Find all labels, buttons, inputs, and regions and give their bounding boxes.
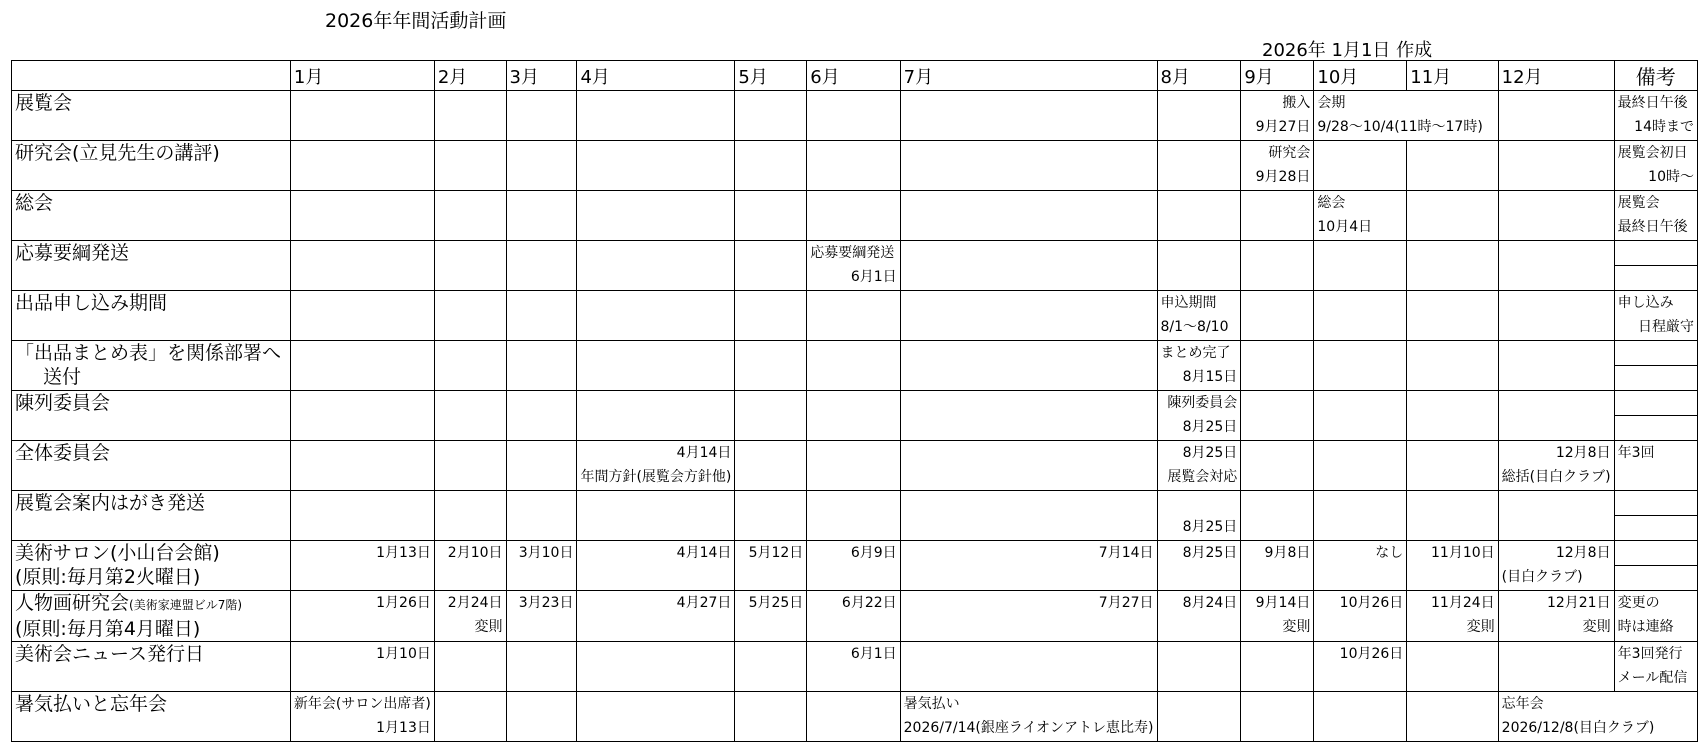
cell bbox=[735, 642, 807, 692]
cell bbox=[506, 191, 577, 241]
cell-date: 4月14日 bbox=[676, 545, 732, 561]
cell bbox=[1407, 241, 1498, 291]
cell bbox=[290, 91, 434, 141]
cell bbox=[434, 692, 506, 742]
remarks-text: 年3回 bbox=[1617, 445, 1655, 461]
cell bbox=[1241, 291, 1314, 341]
header-row bbox=[12, 61, 1698, 91]
date-cell bbox=[1498, 591, 1614, 642]
cell bbox=[1241, 241, 1314, 291]
cell bbox=[1407, 141, 1498, 191]
cell bbox=[434, 642, 506, 692]
cell bbox=[900, 491, 1157, 541]
cell-date: 8月25日 bbox=[1182, 519, 1238, 535]
cell-date: 12月21日 bbox=[1546, 595, 1611, 611]
cell bbox=[735, 241, 807, 291]
cell-date: 1月26日 bbox=[376, 595, 431, 611]
cell-date: 10月26日 bbox=[1339, 595, 1404, 611]
date-cell bbox=[1241, 591, 1314, 642]
cell-text: 暑気払い bbox=[903, 696, 960, 712]
cell-date: 2026/12/8(目白クラブ) bbox=[1501, 720, 1655, 736]
cell-note: (目白クラブ) bbox=[1501, 569, 1583, 585]
cell-date: 8月15日 bbox=[1182, 369, 1238, 385]
remarks-text: 最終日午後 bbox=[1617, 95, 1688, 111]
cell-text: 展覧会対応 bbox=[1167, 469, 1238, 485]
cell-note: 変則 bbox=[1582, 619, 1611, 635]
header-jul: 7月 bbox=[900, 61, 1157, 91]
row-label: 展覧会 bbox=[12, 91, 291, 141]
cell bbox=[506, 141, 577, 191]
table-row bbox=[12, 191, 1698, 241]
remarks-text: 展覧会 bbox=[1617, 195, 1660, 211]
header-jan: 1月 bbox=[290, 61, 434, 91]
header-nov: 11月 bbox=[1407, 61, 1498, 91]
cell bbox=[290, 291, 434, 341]
cell-date: 8/1～8/10 bbox=[1160, 319, 1229, 335]
cell bbox=[577, 441, 735, 491]
cell-date: 1月13日 bbox=[376, 545, 431, 561]
cell-note: 変則 bbox=[474, 619, 503, 635]
cell bbox=[807, 692, 900, 742]
remarks-cell bbox=[1614, 341, 1697, 391]
cell bbox=[1314, 491, 1407, 541]
cell bbox=[1241, 491, 1314, 541]
cell bbox=[1314, 91, 1498, 141]
cell bbox=[434, 491, 506, 541]
header-apr: 4月 bbox=[577, 61, 735, 91]
cell bbox=[735, 341, 807, 391]
row-label: 研究会(立見先生の講評) bbox=[12, 141, 291, 191]
remarks-text bbox=[1615, 465, 1697, 489]
cell bbox=[807, 341, 900, 391]
cell bbox=[1241, 141, 1314, 191]
cell-date: なし bbox=[1375, 545, 1404, 561]
table-row bbox=[12, 441, 1698, 491]
cell bbox=[1314, 291, 1407, 341]
cell bbox=[290, 191, 434, 241]
cell-text: 申込期間 bbox=[1160, 295, 1217, 311]
cell-date: 9月8日 bbox=[1264, 545, 1311, 561]
cell bbox=[577, 391, 735, 441]
cell bbox=[1498, 191, 1614, 241]
remarks-text: 年3回発行 bbox=[1617, 646, 1683, 662]
cell bbox=[1498, 241, 1614, 291]
cell bbox=[1407, 341, 1498, 391]
cell bbox=[807, 391, 900, 441]
cell-date: 6月1日 bbox=[850, 269, 897, 285]
cell-date: 8月24日 bbox=[1182, 595, 1238, 611]
remarks-cell bbox=[1614, 191, 1697, 241]
cell bbox=[1407, 491, 1498, 541]
cell-date: 9月28日 bbox=[1255, 169, 1311, 185]
cell bbox=[290, 692, 434, 742]
date-cell bbox=[290, 642, 434, 692]
cell bbox=[1157, 141, 1241, 191]
cell-text: 陳列委員会 bbox=[1167, 395, 1238, 411]
table-row bbox=[12, 591, 1698, 642]
cell bbox=[900, 391, 1157, 441]
cell-date: 3月23日 bbox=[518, 595, 574, 611]
cell bbox=[506, 491, 577, 541]
cell-text: 忘年会 bbox=[1501, 696, 1544, 712]
cell-date: 8月25日 bbox=[1182, 419, 1238, 435]
cell bbox=[290, 141, 434, 191]
cell bbox=[735, 441, 807, 491]
date-cell bbox=[807, 642, 900, 692]
row-label bbox=[12, 541, 291, 591]
cell-date: 6月1日 bbox=[850, 646, 897, 662]
cell bbox=[735, 141, 807, 191]
cell bbox=[577, 341, 735, 391]
cell bbox=[577, 91, 735, 141]
cell-note: 変則 bbox=[1282, 619, 1311, 635]
cell bbox=[1157, 391, 1241, 441]
date-cell bbox=[434, 541, 506, 591]
cell bbox=[735, 692, 807, 742]
cell-date: 3月10日 bbox=[518, 545, 574, 561]
table-row bbox=[12, 341, 1698, 391]
header-mar: 3月 bbox=[506, 61, 577, 91]
cell bbox=[1498, 341, 1614, 391]
cell bbox=[1157, 642, 1241, 692]
date-cell bbox=[506, 541, 577, 591]
row-label: 暑気払いと忘年会 bbox=[12, 692, 291, 742]
cell bbox=[506, 642, 577, 692]
cell bbox=[506, 341, 577, 391]
row-label: 美術会ニュース発行日 bbox=[12, 642, 291, 692]
cell bbox=[735, 91, 807, 141]
date-cell bbox=[900, 591, 1157, 642]
cell bbox=[807, 491, 900, 541]
table-row bbox=[12, 141, 1698, 191]
cell bbox=[900, 141, 1157, 191]
table-row bbox=[12, 91, 1698, 141]
cell bbox=[577, 141, 735, 191]
cell bbox=[1498, 692, 1697, 742]
cell-text: 応募要綱発送 bbox=[810, 245, 895, 261]
row-label: 出品申し込み期間 bbox=[12, 291, 291, 341]
cell bbox=[1157, 491, 1241, 541]
cell bbox=[434, 291, 506, 341]
date-cell bbox=[1157, 591, 1241, 642]
cell bbox=[900, 441, 1157, 491]
date-cell bbox=[1407, 541, 1498, 591]
cell bbox=[1407, 391, 1498, 441]
cell bbox=[1241, 341, 1314, 391]
cell bbox=[1314, 341, 1407, 391]
cell bbox=[1157, 291, 1241, 341]
remarks-cell bbox=[1614, 541, 1697, 591]
date-cell bbox=[1314, 591, 1407, 642]
date-cell bbox=[807, 591, 900, 642]
cell-date: 6月22日 bbox=[841, 595, 897, 611]
cell bbox=[1498, 491, 1614, 541]
cell-date: 5月12日 bbox=[748, 545, 804, 561]
row-label: 応募要綱発送 bbox=[12, 241, 291, 291]
cell bbox=[1241, 191, 1314, 241]
cell bbox=[1498, 91, 1614, 141]
cell-date: 2月24日 bbox=[447, 595, 503, 611]
date-cell bbox=[900, 541, 1157, 591]
remarks-cell bbox=[1614, 291, 1697, 341]
cell bbox=[900, 692, 1157, 742]
cell-date: 2月10日 bbox=[447, 545, 503, 561]
table-row bbox=[12, 291, 1698, 341]
cell bbox=[807, 241, 900, 291]
page-title: 2026年年間活動計画 bbox=[325, 10, 507, 32]
remarks-text: メール配信 bbox=[1617, 670, 1688, 686]
cell-date: 10月26日 bbox=[1339, 646, 1404, 662]
remarks-cell bbox=[1614, 441, 1697, 491]
cell bbox=[1407, 692, 1498, 742]
header-jun: 6月 bbox=[807, 61, 900, 91]
remarks-text: 申し込み bbox=[1617, 295, 1674, 311]
cell-date: 6月9日 bbox=[850, 545, 897, 561]
cell bbox=[1157, 341, 1241, 391]
row-label-small: (美術家連盟ビル7階) bbox=[129, 598, 243, 612]
date-cell bbox=[577, 541, 735, 591]
date-cell bbox=[1314, 642, 1407, 692]
header-sep: 9月 bbox=[1241, 61, 1314, 91]
cell bbox=[735, 391, 807, 441]
cell bbox=[1407, 291, 1498, 341]
cell-date: 10月4日 bbox=[1317, 219, 1373, 235]
cell-date: 7月27日 bbox=[1098, 595, 1154, 611]
cell-date: 11月24日 bbox=[1431, 595, 1495, 611]
remarks-text: 時は連絡 bbox=[1617, 619, 1674, 635]
header-feb: 2月 bbox=[434, 61, 506, 91]
row-label: 陳列委員会 bbox=[12, 391, 291, 441]
cell-date: 8月25日 bbox=[1182, 545, 1238, 561]
cell bbox=[1314, 692, 1407, 742]
cell bbox=[735, 191, 807, 241]
cell bbox=[506, 441, 577, 491]
cell-date: 1月10日 bbox=[376, 646, 431, 662]
remarks-cell bbox=[1614, 591, 1697, 642]
cell bbox=[900, 191, 1157, 241]
cell-date: 9/28～10/4(11時～17時) bbox=[1317, 119, 1483, 135]
cell bbox=[434, 91, 506, 141]
cell bbox=[290, 241, 434, 291]
cell bbox=[900, 291, 1157, 341]
date-cell bbox=[1498, 541, 1614, 591]
cell bbox=[1157, 241, 1241, 291]
row-label bbox=[12, 341, 291, 391]
row-label-line1: 「出品まとめ表」を関係部署へ bbox=[15, 342, 282, 364]
header-aug: 8月 bbox=[1157, 61, 1241, 91]
table-row bbox=[12, 391, 1698, 441]
remarks-text: 10時～ bbox=[1648, 169, 1694, 185]
cell-date: 9月14日 bbox=[1255, 595, 1311, 611]
cell bbox=[1241, 441, 1314, 491]
remarks-text: 最終日午後 bbox=[1617, 219, 1688, 235]
remarks-text: 展覧会初日 bbox=[1617, 145, 1688, 161]
header-dec: 12月 bbox=[1498, 61, 1614, 91]
cell bbox=[577, 642, 735, 692]
date-cell bbox=[1241, 541, 1314, 591]
row-label-line2: (原則:毎月第2火曜日) bbox=[15, 566, 201, 588]
cell bbox=[577, 241, 735, 291]
cell bbox=[506, 91, 577, 141]
created-date: 2026年 1月1日 作成 bbox=[1262, 40, 1433, 61]
cell bbox=[577, 191, 735, 241]
cell bbox=[577, 692, 735, 742]
cell bbox=[1314, 241, 1407, 291]
table-row bbox=[12, 491, 1698, 541]
cell bbox=[1157, 441, 1241, 491]
cell bbox=[1498, 141, 1614, 191]
cell bbox=[1498, 441, 1614, 491]
cell bbox=[1498, 291, 1614, 341]
cell bbox=[577, 491, 735, 541]
cell bbox=[1241, 391, 1314, 441]
cell bbox=[290, 441, 434, 491]
cell-text: 研究会 bbox=[1268, 145, 1311, 161]
cell bbox=[807, 441, 900, 491]
table-row bbox=[12, 241, 1698, 291]
cell-text: 総会 bbox=[1317, 195, 1346, 211]
cell bbox=[506, 391, 577, 441]
cell-date: 7月14日 bbox=[1098, 545, 1154, 561]
row-label-line2: 送付 bbox=[43, 366, 82, 388]
remarks-cell bbox=[1614, 642, 1697, 692]
cell-note: 変則 bbox=[1466, 619, 1495, 635]
cell bbox=[1157, 692, 1241, 742]
cell bbox=[1314, 141, 1407, 191]
activity-plan-table bbox=[11, 60, 1698, 742]
date-cell bbox=[290, 591, 434, 642]
cell-text: 新年会(サロン出席者) bbox=[293, 696, 431, 712]
remarks-cell bbox=[1614, 391, 1697, 441]
cell bbox=[807, 191, 900, 241]
remarks-text: 変更の bbox=[1617, 595, 1660, 611]
cell bbox=[577, 291, 735, 341]
cell bbox=[434, 191, 506, 241]
cell bbox=[1314, 441, 1407, 491]
cell bbox=[434, 341, 506, 391]
header-oct: 10月 bbox=[1314, 61, 1407, 91]
cell bbox=[1241, 91, 1314, 141]
cell bbox=[434, 441, 506, 491]
header-remarks: 備考 bbox=[1614, 61, 1697, 91]
cell bbox=[1157, 191, 1241, 241]
header-may: 5月 bbox=[735, 61, 807, 91]
cell bbox=[434, 141, 506, 191]
cell bbox=[1157, 91, 1241, 141]
header-blank bbox=[12, 61, 291, 91]
cell-date: 5月25日 bbox=[748, 595, 804, 611]
cell-text: まとめ完了 bbox=[1160, 345, 1231, 361]
table-row bbox=[12, 692, 1698, 742]
cell-text: 総括(目白クラブ) bbox=[1501, 469, 1611, 485]
cell bbox=[1498, 642, 1614, 692]
cell bbox=[506, 241, 577, 291]
cell bbox=[1314, 391, 1407, 441]
date-cell bbox=[735, 591, 807, 642]
cell bbox=[807, 291, 900, 341]
cell-date: 4月27日 bbox=[676, 595, 732, 611]
cell bbox=[1314, 191, 1407, 241]
cell bbox=[900, 642, 1157, 692]
cell-text bbox=[1158, 491, 1241, 515]
cell-date: 1月13日 bbox=[376, 720, 431, 736]
cell-text: 搬入 bbox=[1282, 95, 1311, 111]
cell-date: 8月25日 bbox=[1182, 445, 1238, 461]
date-cell bbox=[1157, 541, 1241, 591]
cell bbox=[290, 491, 434, 541]
cell-text: 年間方針(展覧会方針他) bbox=[580, 469, 732, 485]
cell bbox=[735, 491, 807, 541]
cell bbox=[900, 241, 1157, 291]
row-label bbox=[12, 591, 291, 642]
date-cell bbox=[1314, 541, 1407, 591]
cell bbox=[1407, 191, 1498, 241]
date-cell bbox=[735, 541, 807, 591]
cell bbox=[506, 692, 577, 742]
cell bbox=[807, 141, 900, 191]
cell bbox=[290, 341, 434, 391]
cell-text: 会期 bbox=[1317, 95, 1346, 111]
row-label-main: 人物画研究会 bbox=[15, 592, 130, 614]
table-row bbox=[12, 541, 1698, 591]
date-cell bbox=[577, 591, 735, 642]
cell bbox=[807, 91, 900, 141]
row-label-line1: 美術サロン(小山台会館) bbox=[15, 542, 220, 564]
remarks-text: 14時まで bbox=[1634, 119, 1694, 135]
cell bbox=[1407, 642, 1498, 692]
remarks-cell bbox=[1614, 91, 1697, 141]
date-cell bbox=[434, 591, 506, 642]
table-row bbox=[12, 642, 1698, 692]
cell bbox=[434, 391, 506, 441]
cell bbox=[900, 341, 1157, 391]
cell-date: 2026/7/14(銀座ライオンアトレ恵比寿) bbox=[903, 720, 1154, 736]
cell bbox=[1241, 642, 1314, 692]
row-label-line2: (原則:毎月第4月曜日) bbox=[15, 618, 201, 640]
date-cell bbox=[506, 591, 577, 642]
cell bbox=[1241, 692, 1314, 742]
cell-date: 4月14日 bbox=[676, 445, 732, 461]
cell bbox=[900, 91, 1157, 141]
date-cell bbox=[1407, 591, 1498, 642]
row-label: 全体委員会 bbox=[12, 441, 291, 491]
date-cell bbox=[807, 541, 900, 591]
row-label: 総会 bbox=[12, 191, 291, 241]
remarks-text: 日程厳守 bbox=[1638, 319, 1694, 335]
cell-date: 12月8日 bbox=[1555, 545, 1611, 561]
date-cell bbox=[290, 541, 434, 591]
row-label: 展覧会案内はがき発送 bbox=[12, 491, 291, 541]
cell bbox=[735, 291, 807, 341]
remarks-cell bbox=[1614, 491, 1697, 541]
cell bbox=[506, 291, 577, 341]
cell bbox=[290, 391, 434, 441]
cell-date: 11月10日 bbox=[1431, 545, 1495, 561]
cell bbox=[1498, 391, 1614, 441]
remarks-cell bbox=[1614, 241, 1697, 291]
cell-date: 12月8日 bbox=[1555, 445, 1611, 461]
remarks-cell bbox=[1614, 141, 1697, 191]
cell-date: 9月27日 bbox=[1255, 119, 1311, 135]
cell bbox=[434, 241, 506, 291]
cell bbox=[1407, 441, 1498, 491]
